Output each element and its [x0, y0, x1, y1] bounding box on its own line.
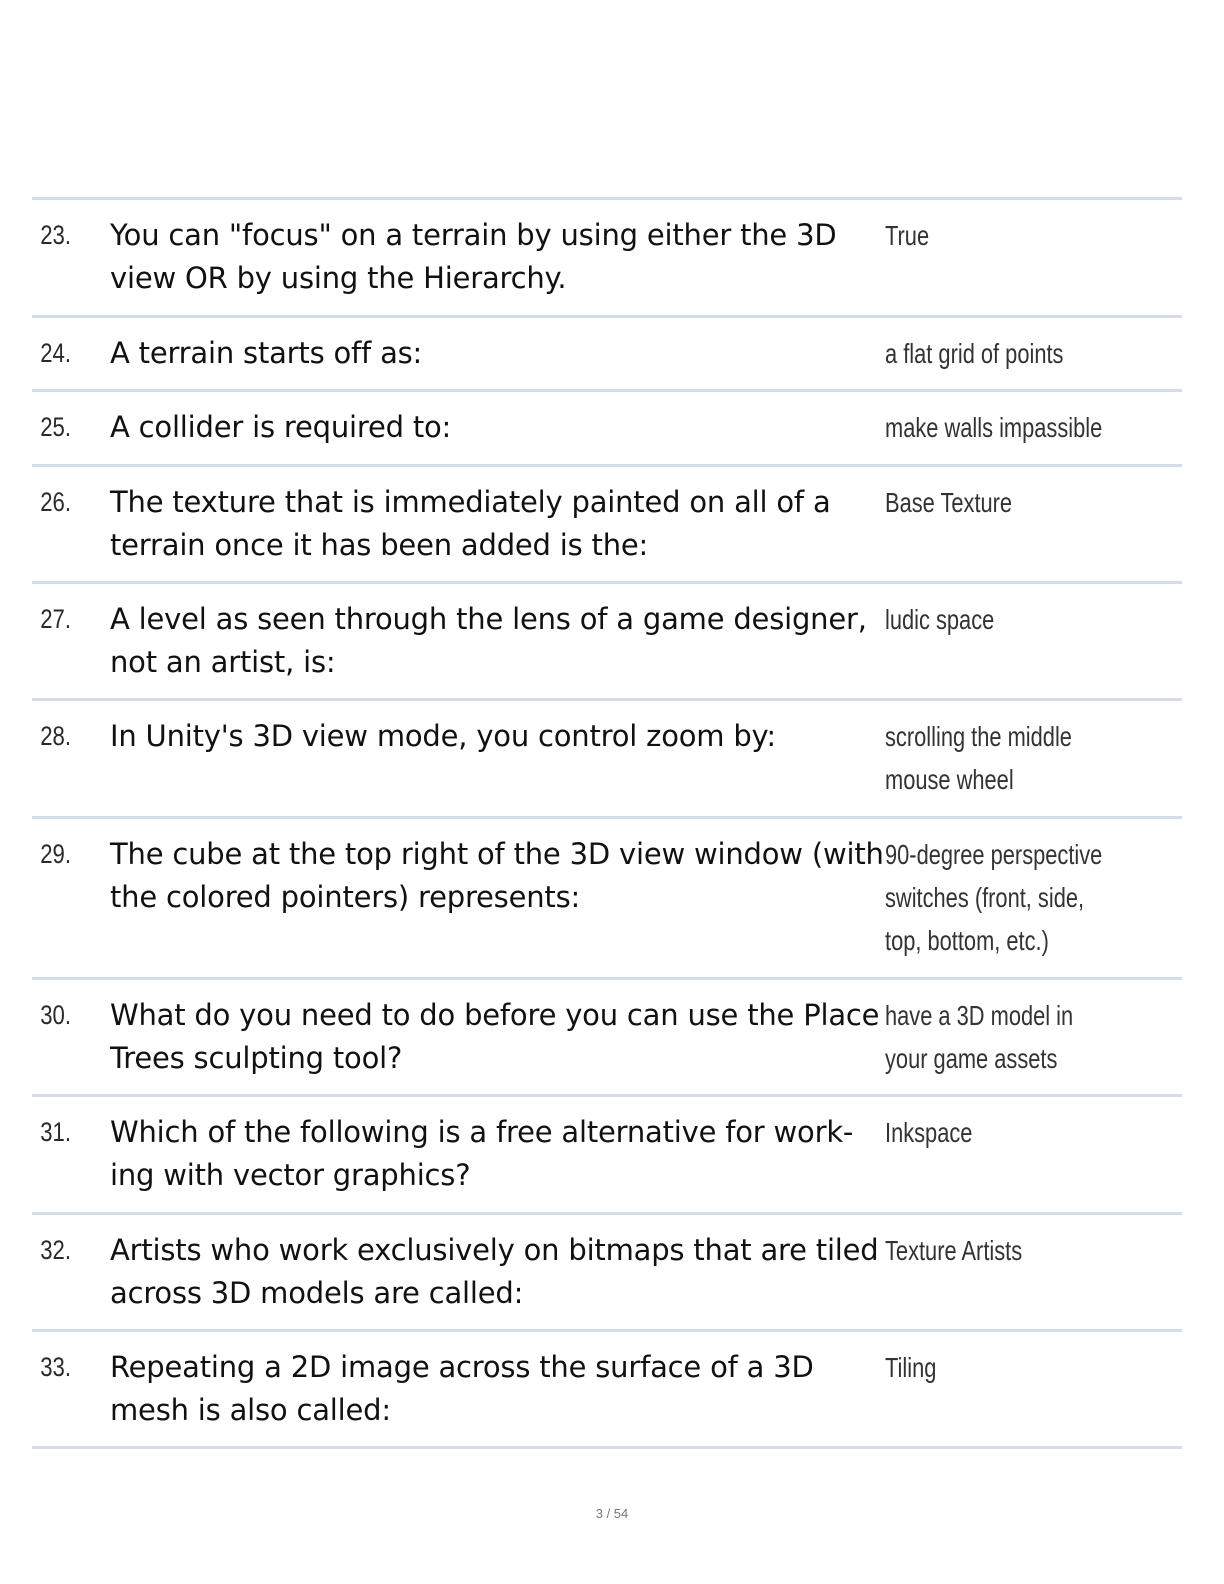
answer-text: Texture Artists	[885, 1235, 1023, 1266]
question-text: Which of the following is a free alternative for work-ing with vector graphics?	[110, 1115, 854, 1192]
question-number: 32.	[40, 1235, 71, 1265]
table-row	[32, 1332, 1182, 1449]
table-row	[32, 701, 1182, 819]
question-text: A terrain starts off as:	[110, 336, 423, 370]
question-number: 31.	[40, 1117, 71, 1147]
answer-text: scrolling the middle mouse wheel	[885, 721, 1072, 795]
question-number: 29.	[40, 839, 71, 869]
question-number: 25.	[40, 412, 71, 442]
question-number: 26.	[40, 487, 71, 517]
page-indicator: 3 / 54	[595, 1506, 629, 1521]
answer-text: True	[885, 220, 930, 251]
answer-text: a flat grid of points	[885, 338, 1064, 369]
answer-text: have a 3D model in your game assets	[885, 1000, 1074, 1074]
question-text: A collider is required to:	[110, 410, 452, 444]
question-answer-table	[32, 197, 1182, 1449]
table-row	[32, 819, 1182, 980]
table-row	[32, 392, 1182, 467]
question-text: Repeating a 2D image across the surface of a 3D mesh is also called:	[110, 1350, 814, 1427]
answer-text: ludic space	[885, 604, 995, 635]
answer-text: Tiling	[885, 1352, 937, 1383]
question-number: 33.	[40, 1352, 71, 1382]
answer-text: Inkspace	[885, 1117, 973, 1148]
table-row	[32, 584, 1182, 701]
question-number: 30.	[40, 1000, 71, 1030]
table-row	[32, 1215, 1182, 1332]
question-number: 23.	[40, 220, 71, 250]
table-row	[32, 467, 1182, 584]
table-row	[32, 318, 1182, 392]
question-number: 28.	[40, 721, 71, 751]
answer-text: Base Texture	[885, 487, 1013, 518]
question-text: In Unity's 3D view mode, you control zoom by:	[110, 719, 776, 753]
question-text: You can "focus" on a terrain by using either the 3D view OR by using the Hierarchy.	[110, 218, 837, 295]
table-row	[32, 1097, 1182, 1215]
answer-text: make walls impassible	[885, 412, 1103, 443]
table-row	[32, 200, 1182, 318]
question-number: 24.	[40, 338, 71, 368]
question-number: 27.	[40, 604, 71, 634]
question-text: The cube at the top right of the 3D view window (with the colored pointers) represents:	[110, 837, 884, 914]
table-row	[32, 980, 1182, 1097]
question-text: What do you need to do before you can use the Place Trees sculpting tool?	[110, 998, 880, 1075]
question-text: Artists who work exclusively on bitmaps that are tiled across 3D models are called:	[110, 1233, 879, 1310]
question-text: The texture that is immediately painted on all of a terrain once it has been added is the:	[110, 485, 831, 562]
question-text: A level as seen through the lens of a game designer, not an artist, is:	[110, 602, 867, 679]
answer-text: 90-degree perspective switches (front, side, top, bottom, etc.)	[885, 839, 1103, 956]
